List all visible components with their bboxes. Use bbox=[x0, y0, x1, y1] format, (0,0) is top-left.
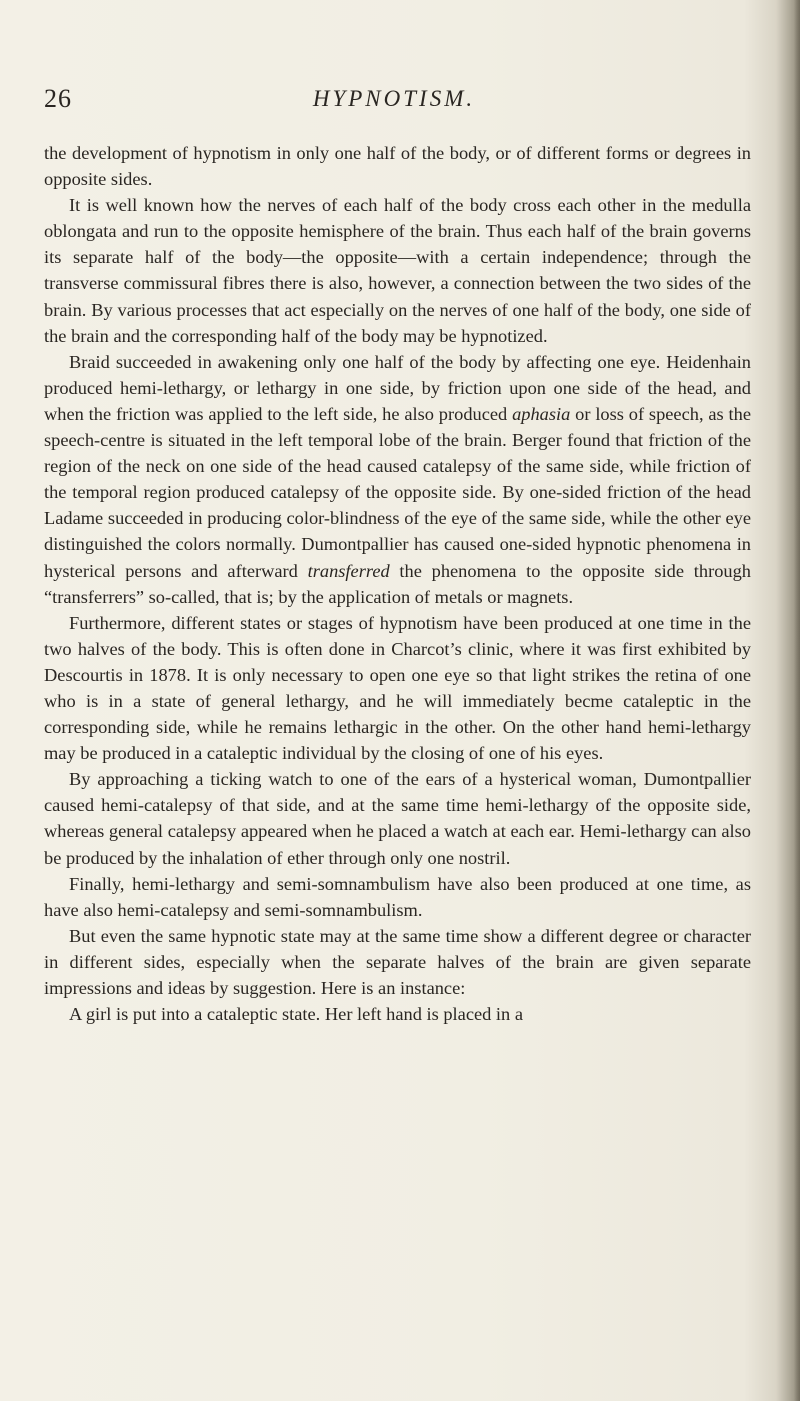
text-run: the phenomena to the opposite side through “transferrers” so-called, that is; by the application of metals or magnets. bbox=[44, 560, 751, 607]
paragraph bbox=[44, 349, 751, 610]
text-run: Finally, hemi-lethargy and semi-somnambulism have also been produced at one time, as have also hemi-catalepsy and semi-somnambulism. bbox=[44, 873, 751, 920]
italic-text: aphasia bbox=[512, 403, 571, 424]
text-run: A girl is put into a cataleptic state. Her left hand is placed in a bbox=[69, 1004, 524, 1025]
text-run: or loss of speech, as the speech-centre is situated in the left temporal lobe of the brain. Berger found that friction of the region of the neck on one side of the head caused catalepsy of the same side, while friction of the temporal region produced catalepsy of the opposite side. By one-sided friction of the head Ladame succeeded in producing color-blindness of the eye of the same side, while the other eye distinguished the colors normally. Dumontpallier has caused one-sided hypnotic phenomena in hysterical persons and afterward bbox=[44, 403, 752, 581]
body-text bbox=[44, 140, 751, 1027]
text-run: the development of hypnotism in only one half of the body, or of different forms or degrees in opposite sides. bbox=[44, 143, 751, 190]
running-title: HYPNOTISM. bbox=[312, 86, 476, 111]
text-run: Furthermore, different states or stages of hypnotism have been produced at one time in the two halves of the body. This is often done in Charcot’s clinic, where it was first exhibited by Descourtis in 1878. It is only necessary to open one eye so that light strikes the retina of one who is in a state of general lethargy, and he will immediately becme cataleptic in the corresponding side, while he remains lethargic in the other. On the other hand hemi-lethargy may be produced in a cataleptic individual by the closing of one of his eyes. bbox=[44, 612, 751, 764]
text-run: It is well known how the nerves of each half of the body cross each other in the medulla oblongata and run to the opposite hemisphere of the brain. Thus each half of the brain governs its separate half of the body—the opposite—with a certain independence; through the transverse commissural fibres there is also, however, a connection between the two sides of the brain. By various processes that act especially on the nerves of one half of the body, one side of the brain and the corresponding half of the body may be hypnotized. bbox=[44, 195, 751, 346]
text-run: Braid succeeded in awakening only one half of the body by affecting one eye. Heidenhain produced hemi-lethargy, or lethargy in one side, by friction upon one side of the head, and when the friction was applied to the left side, he also produced bbox=[44, 351, 751, 424]
page-header bbox=[44, 84, 744, 124]
paragraph bbox=[44, 766, 751, 870]
page-edge-shadow bbox=[794, 0, 800, 1401]
text-run: But even the same hypnotic state may at the same time show a different degree or character in different sides, especially when the separate halves of the brain are given separate impressions and ideas by suggestion. Here is an instance: bbox=[44, 925, 751, 998]
paragraph bbox=[44, 923, 751, 1001]
italic-text: transferred bbox=[307, 560, 390, 581]
paragraph bbox=[44, 140, 751, 192]
page-number: 26 bbox=[44, 84, 72, 113]
text-run: By approaching a ticking watch to one of the ears of a hysterical woman, Dumontpallier caused hemi-catalepsy of that side, and at the same time hemi-lethargy of the opposite side, whereas general catalepsy appeared when he placed a watch at each ear. Hemi-lethargy can also be produced by the inhalation of ether through only one nostril. bbox=[44, 769, 751, 868]
paragraph bbox=[44, 192, 751, 349]
paragraph bbox=[44, 610, 751, 767]
paragraph bbox=[44, 1001, 751, 1027]
paragraph bbox=[44, 871, 751, 923]
